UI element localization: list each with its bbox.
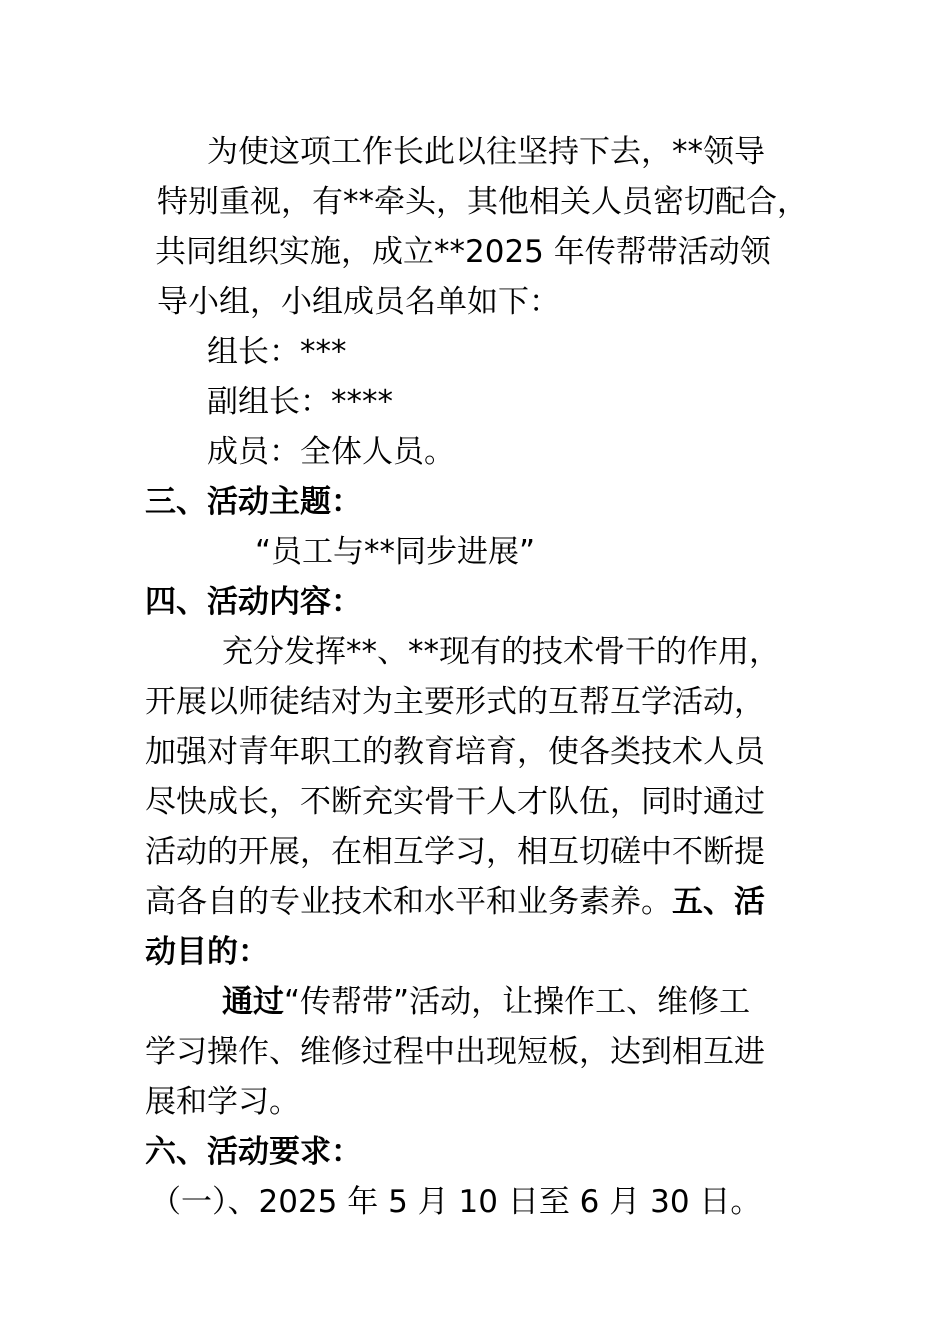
- content-line-3: 加强对青年职工的教育培育，使各类技术人员: [145, 734, 765, 770]
- members-line: 成员：全体人员。: [207, 434, 455, 470]
- section-heading-purpose-end: 动目的：: [145, 934, 269, 970]
- content-line-4: 尽快成长，不断充实骨干人才队伍，同时通过: [145, 784, 765, 820]
- paragraph-line-2: 特别重视，有**牵头，其他相关人员密切配合，: [157, 184, 808, 220]
- purpose-lead-word: 通过: [222, 984, 284, 1020]
- theme-text: “员工与**同步进展”: [255, 534, 536, 570]
- paragraph-line-4: 导小组，小组成员名单如下：: [157, 284, 560, 320]
- purpose-line-1-text: “传帮带”活动，让操作工、维修工: [284, 984, 751, 1020]
- section-heading-requirements: 六、活动要求：: [145, 1134, 362, 1170]
- content-line-6: [145, 877, 765, 927]
- paragraph-line-3: 共同组织实施，成立**2025 年传帮带活动领: [155, 234, 771, 270]
- section-heading-content: 四、活动内容：: [145, 584, 362, 620]
- deputy-leader-line: 副组长：****: [207, 384, 393, 420]
- content-line-1: 充分发挥**、**现有的技术骨干的作用，: [222, 634, 780, 670]
- content-line-2: 开展以师徒结对为主要形式的互帮互学活动，: [145, 684, 765, 720]
- purpose-line-1: [222, 977, 750, 1027]
- content-line-6-text: 高各自的专业技术和水平和业务素养。: [145, 884, 672, 920]
- content-line-5: 活动的开展，在相互学习，相互切磋中不断提: [145, 834, 765, 870]
- purpose-line-2: 学习操作、维修过程中出现短板，达到相互进: [145, 1034, 765, 1070]
- leader-line: 组长：***: [207, 334, 347, 370]
- purpose-line-3: 展和学习。: [145, 1084, 300, 1120]
- requirement-item-1: （一）、2025 年 5 月 10 日至 6 月 30 日。: [150, 1184, 762, 1220]
- section-heading-purpose-start: 五、活: [672, 884, 765, 920]
- section-heading-theme: 三、活动主题：: [145, 484, 362, 520]
- paragraph-line-1: 为使这项工作长此以往坚持下去，**领导: [207, 134, 765, 170]
